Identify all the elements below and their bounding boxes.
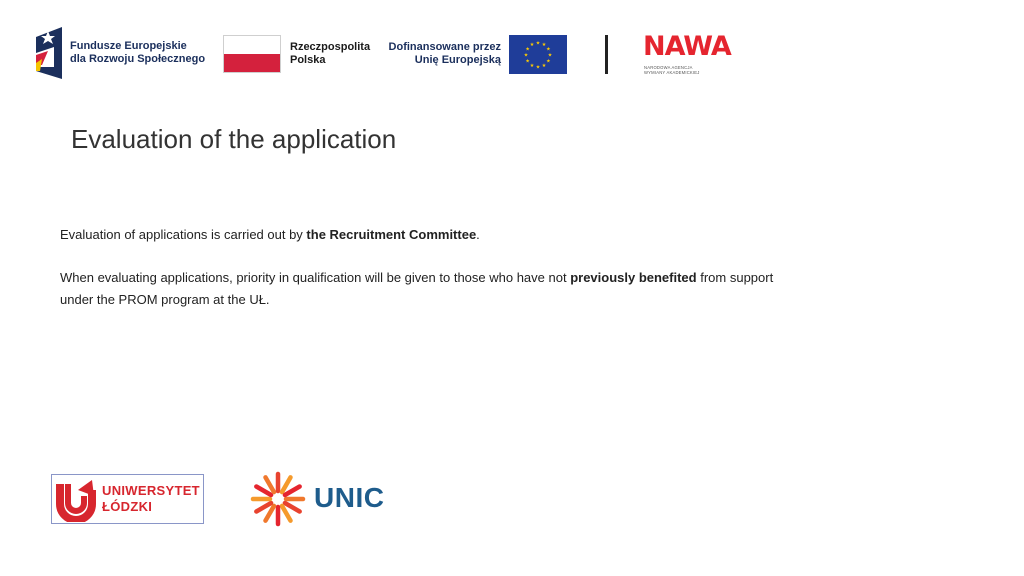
unic-logo <box>250 471 390 527</box>
emphasis-recruitment-committee: the Recruitment Committee <box>306 227 477 242</box>
rzeczpospolita-polska-text <box>290 41 370 67</box>
fe-line2: dla Rozwoju Społecznego <box>70 53 206 65</box>
eu-star-icon: ★ <box>529 62 535 69</box>
eu-star-icon: ★ <box>546 58 551 65</box>
eu-star-icon: ★ <box>541 42 547 49</box>
eu-star-icon: ★ <box>529 42 535 49</box>
paragraph-priority: When evaluating applications, priority in qualification will be given to those who have not previously benefited from support under the PROM program at the UŁ. <box>60 270 774 307</box>
eu-star-icon: ★ <box>547 52 553 59</box>
eu-star-icon: ★ <box>535 40 541 47</box>
ul-line1: UNIWERSYTET <box>102 483 200 498</box>
unic-burst-ray <box>282 506 291 521</box>
logo-divider <box>605 35 608 74</box>
ul-emblem-icon <box>54 478 100 522</box>
unic-burst-ray <box>266 477 275 492</box>
unic-burst-ray <box>285 503 300 512</box>
nawa-sub-line1: NARODOWA AGENCJA <box>644 65 693 70</box>
fundusze-europejskie-logo <box>34 27 214 81</box>
rp-line2: Polska <box>290 54 326 66</box>
eu-cofinanced-text <box>380 41 501 67</box>
unic-burst-ray <box>285 487 300 496</box>
unic-burst-ray <box>256 503 271 512</box>
fe-logo-text <box>70 40 205 66</box>
header-logo-bar <box>0 0 1024 90</box>
eu-star-icon: ★ <box>525 46 530 53</box>
fe-emblem-icon <box>34 27 64 81</box>
nawa-wordmark: NAWA <box>643 31 731 62</box>
unic-burst-icon <box>250 471 306 527</box>
body-text <box>60 224 800 311</box>
eu-star-icon: ★ <box>525 58 530 65</box>
eu-star-icon: ★ <box>535 64 541 71</box>
eu-line2: Unię Europejską <box>414 54 501 66</box>
polish-flag-icon <box>223 35 281 73</box>
unic-burst-ray <box>266 506 275 521</box>
ul-logo-text <box>102 483 200 515</box>
eu-star-icon: ★ <box>541 62 547 69</box>
unic-burst-ray <box>256 487 271 496</box>
uniwersytet-lodzki-logo <box>51 474 204 524</box>
eu-star-icon: ★ <box>546 46 551 53</box>
nawa-subtitle <box>644 65 700 75</box>
eu-line1: Dofinansowane przez <box>388 41 501 53</box>
emphasis-previously-benefited: previously benefited <box>570 270 697 285</box>
ul-line2: ŁÓDZKI <box>102 499 153 514</box>
rp-line1: Rzeczpospolita <box>290 41 371 53</box>
nawa-logo <box>640 32 740 76</box>
eu-star-icon: ★ <box>523 52 529 59</box>
fe-line1: Fundusze Europejskie <box>70 40 187 52</box>
paragraph-committee: Evaluation of applications is carried out by the Recruitment Committee. <box>60 227 480 242</box>
eu-flag-icon <box>509 35 567 74</box>
unic-burst-ray <box>282 477 291 492</box>
unic-wordmark: UNIC <box>314 482 385 513</box>
page-title: Evaluation of the application <box>71 124 397 154</box>
nawa-sub-line2: WYMIANY AKADEMICKIEJ <box>644 70 700 75</box>
